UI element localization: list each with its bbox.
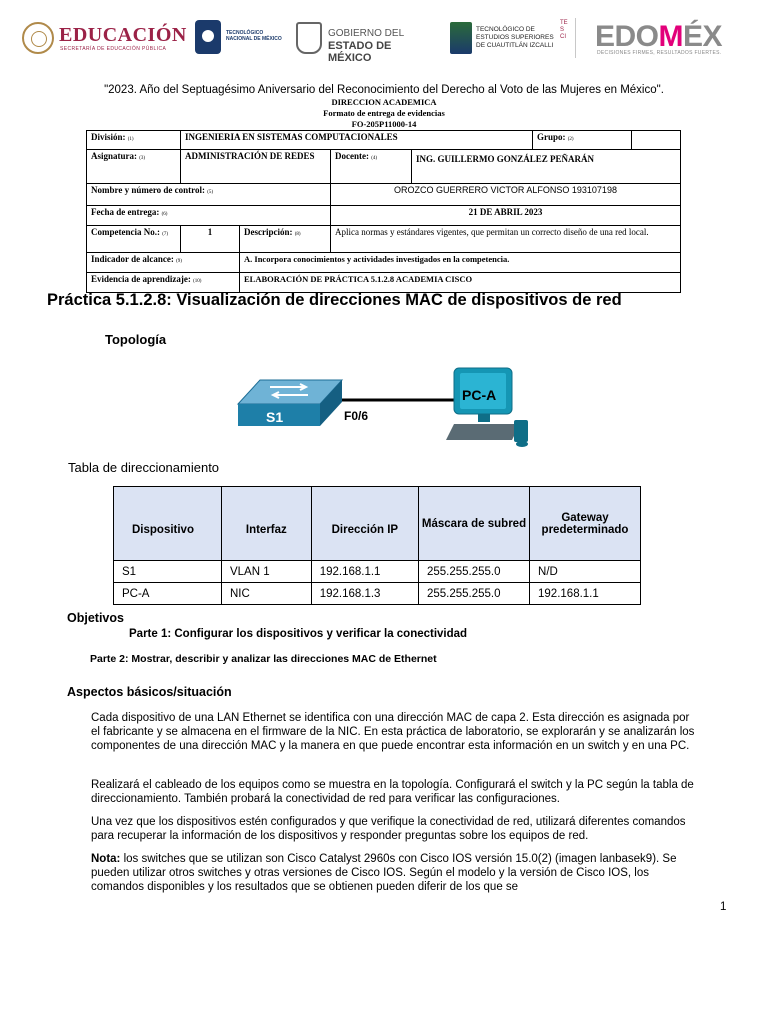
doc-header-line3: FO-205P11000-14 xyxy=(351,119,417,129)
indicador-value: A. Incorpora conocimientos y actividades investigados en la competencia. xyxy=(240,253,681,273)
competencia-label-cell xyxy=(87,226,181,253)
col-ip: Dirección IP xyxy=(311,487,418,561)
gobierno-line1: GOBIERNO DEL xyxy=(328,28,405,39)
competencia-label: Competencia No.: xyxy=(91,227,160,237)
address-table xyxy=(113,486,641,605)
objetivos-heading: Objetivos xyxy=(67,611,124,625)
grupo-value xyxy=(632,131,681,150)
asignatura-ref: (3) xyxy=(139,156,146,161)
pc-icon xyxy=(446,368,528,447)
pc-label: PC-A xyxy=(462,387,497,403)
col-dispositivo-label: Dispositivo xyxy=(132,524,194,536)
edomex-wordmark xyxy=(595,20,722,54)
edomex-pre: EDO xyxy=(595,20,659,53)
indicador-label-cell xyxy=(87,253,240,273)
tecnm-logo xyxy=(195,20,285,56)
indicador-ref: (9) xyxy=(176,259,182,264)
division-label: División: xyxy=(91,132,126,142)
evidencia-label-cell xyxy=(87,273,240,293)
aspectos-paragraph-2: Realizará el cableado de los equipos como se muestra en la topología. Configurará el switch y la PC según la tabla de direccionamiento. También probará la conectividad de red para verificar las configuraciones. xyxy=(91,779,694,805)
col-mascara: Máscara de subred xyxy=(418,487,529,561)
table-cell: 255.255.255.0 xyxy=(418,561,529,583)
nombre-label: Nombre y número de control: xyxy=(91,185,205,195)
aspectos-paragraph-1: Cada dispositivo de una LAN Ethernet se identifica con una dirección MAC de capa 2. Esta dirección es asignada por el fabricante y se almacena en el firmware de la NIC. En esta práctica de laboratorio, se explorarán y se analizarán los componentes de una dirección MAC y la manera en que puede encontrar esta información en un switch y en una PC. xyxy=(91,712,695,752)
evidencia-value: ELABORACIÓN DE PRÁCTICA 5.1.2.8 ACADEMIA CISCO xyxy=(240,273,681,293)
educacion-subtitle: SECRETARÍA DE EDUCACIÓN PÚBLICA xyxy=(60,46,167,52)
nombre-value: OROZCO GUERRERO VICTOR ALFONSO 193107198 xyxy=(331,184,681,206)
practice-title: Práctica 5.1.2.8: Visualización de direcciones MAC de dispositivos de red xyxy=(47,291,622,309)
gobierno-logo xyxy=(296,22,436,64)
nombre-label-cell xyxy=(87,184,331,206)
division-value: INGENIERIA EN SISTEMAS COMPUTACIONALES xyxy=(181,131,533,150)
evidencia-ref: (10) xyxy=(193,279,202,284)
table-cell: VLAN 1 xyxy=(221,561,311,583)
descripcion-ref: (8) xyxy=(294,232,301,237)
grupo-label: Grupo: xyxy=(537,132,566,142)
objetivo-part1: Parte 1: Configurar los dispositivos y verificar la conectividad xyxy=(129,628,468,640)
port-label: F0/6 xyxy=(344,409,369,423)
note-label: Nota: xyxy=(91,853,121,865)
educacion-title: EDUCACIÓN xyxy=(59,24,187,46)
competencia-value: 1 xyxy=(181,226,240,253)
col-dispositivo xyxy=(114,487,222,561)
fecha-label-cell xyxy=(87,206,331,226)
educacion-logo xyxy=(22,22,187,56)
table-cell: 192.168.1.3 xyxy=(311,583,418,605)
crest-icon xyxy=(296,22,322,54)
logo-divider xyxy=(575,18,576,58)
table-cell: S1 xyxy=(114,561,222,583)
asignatura-label: Asignatura: xyxy=(91,151,138,161)
indicador-label: Indicador de alcance: xyxy=(91,254,174,264)
table-cell: 192.168.1.1 xyxy=(530,583,641,605)
doc-header-line1: DIRECCION ACADEMICA xyxy=(331,97,437,107)
aspectos-heading: Aspectos básicos/situación xyxy=(67,685,232,699)
table-cell: N/D xyxy=(530,561,641,583)
fecha-value: 21 DE ABRIL 2023 xyxy=(331,206,681,226)
tesci-vertical-text: TESCI xyxy=(560,20,568,40)
tesci-text: TECNOLÓGICO DE ESTUDIOS SUPERIORES DE CUAUTITLÁN IZCALLI xyxy=(476,26,554,49)
edomex-logo xyxy=(595,20,745,58)
topology-heading: Topología xyxy=(105,332,167,347)
table-row xyxy=(114,583,641,605)
nombre-ref: (5) xyxy=(207,190,214,195)
descripcion-value: Aplica normas y estándares vigentes, que permitan un correcto diseño de una red local. xyxy=(331,226,681,253)
topology-diagram xyxy=(230,360,530,450)
tesci-logo xyxy=(450,20,580,58)
tesci-emblem-icon xyxy=(450,22,472,54)
doc-header-line2: Formato de entrega de evidencias xyxy=(323,108,445,118)
table-row xyxy=(114,561,641,583)
asignatura-value: ADMINISTRACIÓN DE REDES xyxy=(181,150,331,184)
topology-svg xyxy=(230,360,530,450)
division-label-cell xyxy=(87,131,181,150)
grupo-label-cell xyxy=(533,131,632,150)
switch-icon xyxy=(238,380,342,426)
docente-value: ING. GUILLERMO GONZÁLEZ PEÑARÁN xyxy=(412,150,681,184)
docente-label: Docente: xyxy=(335,151,369,161)
edomex-post: ÉX xyxy=(683,20,723,53)
address-table-heading: Tabla de direccionamiento xyxy=(68,460,220,475)
note-text: los switches que se utilizan son Cisco Catalyst 2960s con Cisco IOS versión 15.0(2) (imagen lanbasek9). Se pueden utilizar otros switches y otras versiones de Cisco IOS. Según el modelo y la versión de Cisco IOS, los comandos disponibles y los resultados que se obtienen pueden diferir de los que se xyxy=(91,853,677,893)
table-cell: 192.168.1.1 xyxy=(311,561,418,583)
aspectos-paragraph-3: Una vez que los dispositivos estén configurados y que verifique la conectividad de red, utilizará diferentes comandos para recuperar la información de los dispositivos y responder preguntas sobre los equipos de red. xyxy=(91,816,686,842)
page-number: 1 xyxy=(720,901,727,913)
motto: "2023. Año del Septuagésimo Aniversario del Reconocimiento del Derecho al Voto de las Mujeres en México". xyxy=(104,84,664,96)
edomex-mid: M xyxy=(658,20,684,53)
fecha-ref: (6) xyxy=(161,212,168,217)
table-cell: 255.255.255.0 xyxy=(418,583,529,605)
descripcion-label-cell xyxy=(240,226,331,253)
edomex-tagline: DECISIONES FIRMES, RESULTADOS FUERTES. xyxy=(597,50,722,56)
seal-icon xyxy=(22,22,54,54)
docente-ref: (4) xyxy=(371,156,378,161)
table-cell: PC-A xyxy=(114,583,222,605)
evidencia-label: Evidencia de aprendizaje: xyxy=(91,274,191,284)
asignatura-label-cell xyxy=(87,150,181,184)
grupo-ref: (2) xyxy=(567,137,574,142)
tecnm-gear-icon xyxy=(195,20,221,54)
objetivo-part2: Parte 2: Mostrar, describir y analizar las direcciones MAC de Ethernet xyxy=(90,653,437,665)
fecha-label: Fecha de entrega: xyxy=(91,207,160,217)
table-cell: NIC xyxy=(221,583,311,605)
aspectos-note xyxy=(91,852,701,894)
division-ref: (1) xyxy=(127,137,134,142)
evidence-info-table xyxy=(86,130,681,293)
tecnm-text: TECNOLÓGICO NACIONAL DE MÉXICO xyxy=(226,30,282,42)
col-gateway: Gateway predeterminado xyxy=(530,487,641,561)
docente-label-cell xyxy=(331,150,412,184)
col-interfaz: Interfaz xyxy=(221,487,311,561)
gobierno-line2: ESTADO DE MÉXICO xyxy=(328,40,392,64)
descripcion-label: Descripción: xyxy=(244,227,293,237)
switch-label: S1 xyxy=(266,409,284,425)
competencia-ref: (7) xyxy=(162,232,169,237)
